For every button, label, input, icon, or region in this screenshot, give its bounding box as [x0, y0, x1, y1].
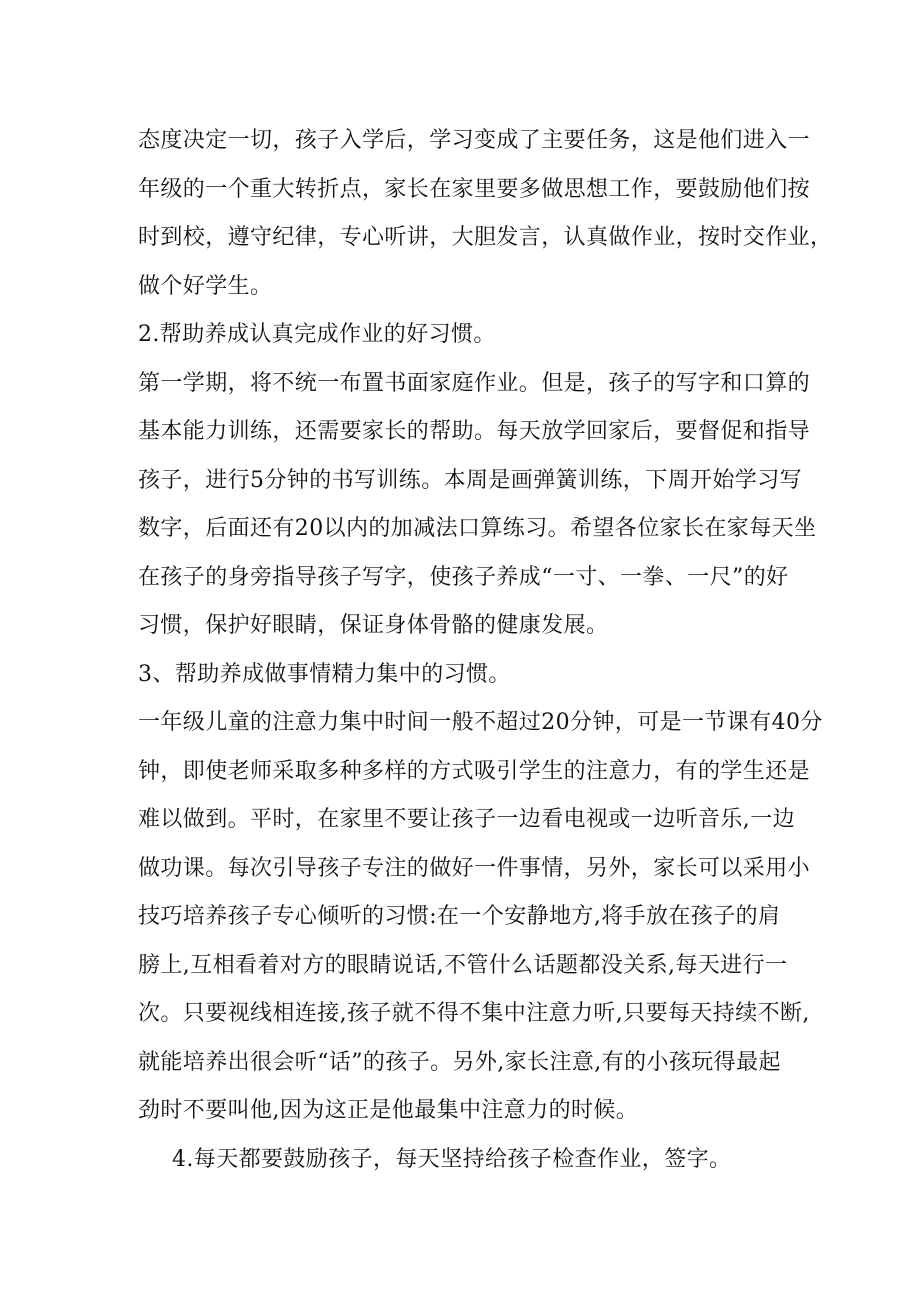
section-heading-4: 4.每天都要鼓励孩子，每天坚持给孩子检查作业，签字。: [172, 1146, 732, 1172]
document-body: [138, 117, 833, 1184]
text-line: 第一学期，将不统一布置书面家庭作业。但是，孩子的写字和口算的: [138, 370, 811, 396]
section-heading-3: 3、帮助养成做事情精力集中的习惯。: [138, 661, 511, 687]
text-line: 次。只要视线相连接,孩子就不得不集中注意力听,只要每天持续不断,: [138, 1001, 810, 1026]
text-line: 劲时不要叫他,因为这正是他最集中注意力的时候。: [138, 1098, 639, 1123]
text-line: 在孩子的身旁指导孩子写字，使孩子养成“一寸、一拳、一尺”的好: [138, 564, 789, 590]
text-line: 态度决定一切，孩子入学后，学习变成了主要任务，这是他们进入一: [138, 128, 811, 153]
text-line: 做个好学生。: [138, 273, 273, 299]
text-line: 孩子，进行5分钟的书写训练。本周是画弹簧训练，下周开始学习写: [138, 467, 802, 493]
text-line: 数字，后面还有20以内的加减法口算练习。希望各位家长在家每天坐: [138, 516, 817, 541]
text-line: 做功课。每次引导孩子专注的做好一件事情，另外，家长可以采用小: [138, 855, 811, 881]
text-line: 一年级儿童的注意力集中时间一般不超过20分钟，可是一节课有40分: [138, 710, 823, 735]
section-heading-2: 2.帮助养成认真完成作业的好习惯。: [138, 322, 496, 347]
text-line: 技巧培养孩子专心倾听的习惯:在一个安静地方,将手放在孩子的肩: [138, 904, 781, 929]
text-line: 年级的一个重大转折点，家长在家里要多做思想工作，要鼓励他们按: [138, 176, 811, 202]
text-line: 难以做到。平时，在家里不要让孩子一边看电视或一边听音乐,一边: [138, 807, 795, 832]
text-line: 基本能力训练，还需要家长的帮助。每天放学回家后，要督促和指导: [138, 419, 811, 444]
text-line: 时到校，遵守纪律，专心听讲，大胆发言，认真做作业，按时交作业，: [138, 225, 833, 250]
text-line: 膀上,互相看着对方的眼睛说话,不管什么话题都没关系,每天进行一: [138, 952, 788, 978]
text-line: 习惯，保护好眼睛，保证身体骨骼的健康发展。: [138, 613, 609, 638]
text-line: 钟，即使老师采取多种多样的方式吸引学生的注意力，有的学生还是: [138, 758, 811, 784]
text-line: 就能培养出很会听“话”的孩子。另外,家长注意,有的小孩玩得最起: [138, 1049, 781, 1075]
